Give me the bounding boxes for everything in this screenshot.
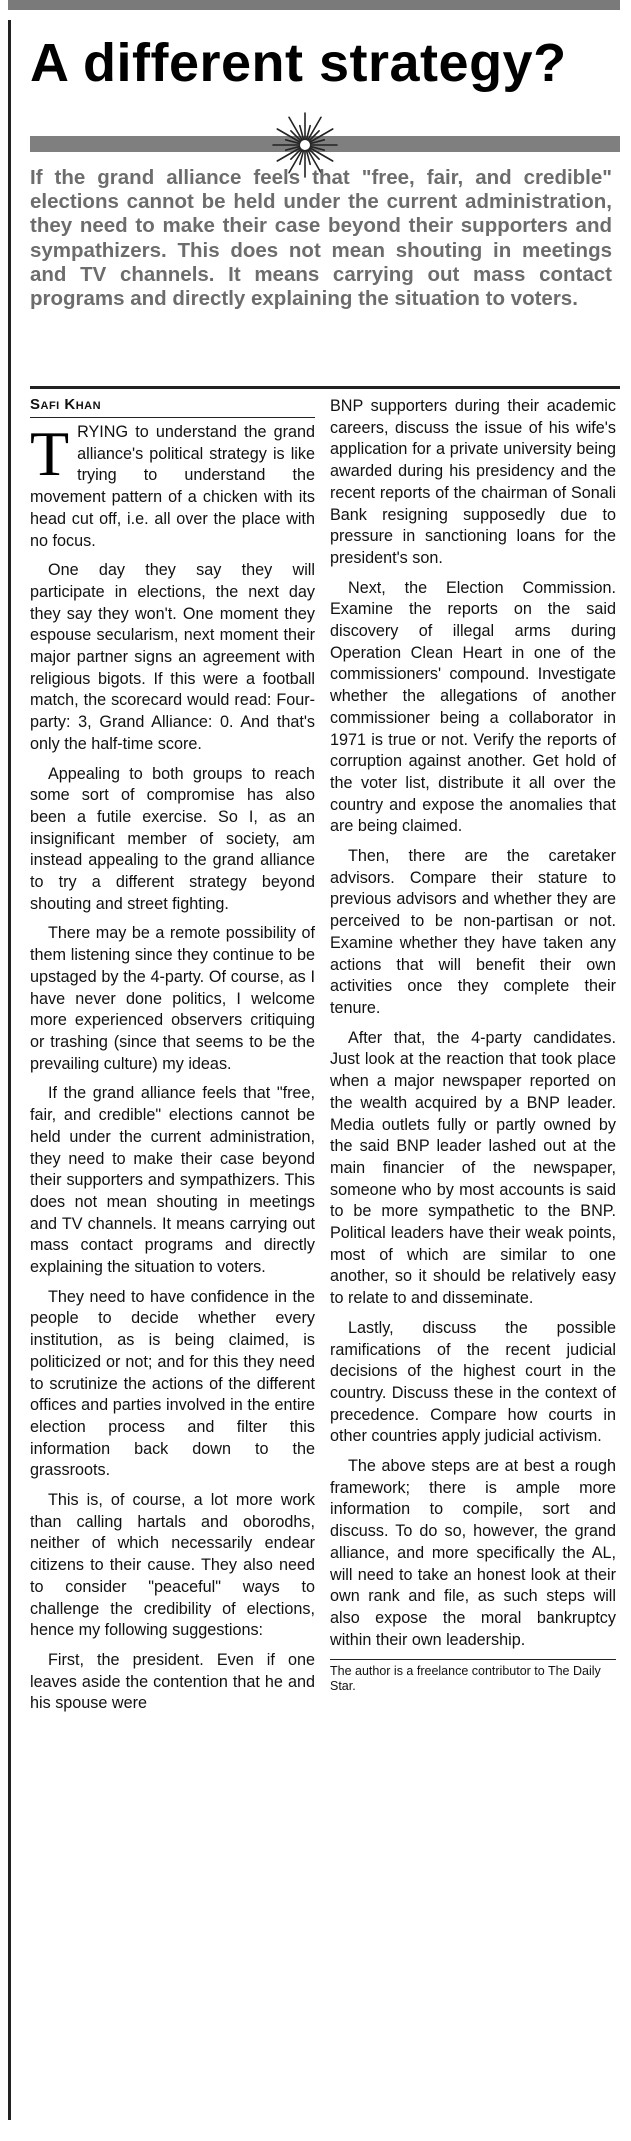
paragraph: They need to have confidence in the people to decide whether every institution, as is being claimed, is politicized or not; and for this they need to scrutinize the actions of the different offices and parties involved in the entire election process and filter this information back down to the grassroots. [30, 1287, 315, 1480]
headline: A different strategy? [30, 33, 567, 93]
column-1 [30, 396, 315, 1723]
paragraph: One day they say they will participate in elections, the next day they say they won't. One moment they espouse secularism, next moment their major partner signs an agreement with religious bigots. If this were a football match, the scorecard would read: Four-party: 3, Grand Alliance: 0. And that's only the half-time score. [30, 561, 315, 753]
byline: Safi Khan [30, 396, 315, 418]
left-margin-rule [8, 20, 11, 2120]
paragraph: Next, the Election Commission. Examine the reports on the said discovery of illegal arms during Operation Clean Heart in one of the commissioners' compound. Investigate whether the allegations of another commissioner being a collaborator in 1971 is true or not. Verify the reports of corruption against another. Get hold of the voter list, distribute it all over the country and expose the anomalies that are being claimed. [330, 578, 616, 836]
paragraph: TRYING to understand the grand alliance's political strategy is like trying to understand the movement pattern of a chicken with its head cut off, i.e. all over the place with no focus. [30, 418, 315, 550]
paragraph: There may be a remote possibility of them listening since they continue to be upstaged by the 4-party. Of course, as I have never done politics, I welcome more experienced observers critiquing or trashing (since that seems to be the prevailing culture) my ideas. [30, 924, 315, 1073]
paragraph: First, the president. Even if one leaves aside the contention that he and his spouse were [30, 1650, 315, 1713]
paragraph: Lastly, discuss the possible ramifications of the recent judicial decisions of the highest court in the country. Discuss these in the context of precedence. Compare how courts in other countries apply judicial activism. [330, 1318, 616, 1446]
author-footnote: The author is a freelance contributor to The Daily Star. [330, 1659, 616, 1694]
paragraph: Appealing to both groups to reach some sort of compromise has also been a futile exercise. So I, as an insignificant member of society, am instead appealing to the grand alliance to try a different strategy beyond shouting and street fighting. [30, 764, 315, 913]
paragraph: Then, there are the caretaker advisors. Compare their stature to previous advisors and whether they are perceived to be non-partisan or not. Examine whether they have taken any actions that will benefit their own activities once they complete their tenure. [330, 847, 616, 1017]
deck-rule [30, 386, 620, 389]
drop-cap: T [30, 418, 70, 489]
column-2 [330, 396, 616, 1702]
paragraph: After that, the 4-party candidates. Just look at the reaction that took place when a major newspaper reported on the wealth acquired by a BNP leader. Media outlets fully or partly owned by the said BNP leader lashed out at the main financier of the newspaper, someone who by most accounts is said to be more sympathetic to the BNP. Political leaders have their weak points, most of which are similar to one another, so it should be relatively easy to relate to and disseminate. [330, 1028, 616, 1308]
paragraph: BNP supporters during their academic careers, discuss the issue of his wife's application for a private university being awarded during his presidency and the recent reports of the chairman of Sonali Bank resigning supposedly due to pressure in sanctioning loans for the president's son. [330, 397, 616, 567]
deck-summary: If the grand alliance feels that "free, fair, and credible" elections cannot be held under the current administration, they need to make their case beyond their supporters and sympathizers. This does not mean shouting in meetings and TV channels. It means carrying out mass contact programs and directly explaining the situation to voters. [30, 166, 612, 311]
paragraph: The above steps are at best a rough framework; there is ample more information to compile, sort and discuss. To do so, however, the grand alliance, and more specifically the AL, will need to take an honest look at their own rank and file, as such steps will also expose the moral bankruptcy within their own leadership. [330, 1457, 616, 1649]
paragraph: This is, of course, a lot more work than calling hartals and oborodhs, neither of which necessarily endear citizens to their cause. They also need to consider "peaceful" ways to challenge the credibility of elections, hence my following suggestions: [30, 1491, 315, 1640]
paragraph: If the grand alliance feels that "free, fair, and credible" elections cannot be held under the current administration, they need to make their case beyond their supporters and sympathizers. This does not mean shouting in meetings and TV channels. It means carrying out mass contact programs and directly explaining the situation to voters. [30, 1084, 315, 1277]
top-rule [8, 0, 620, 10]
